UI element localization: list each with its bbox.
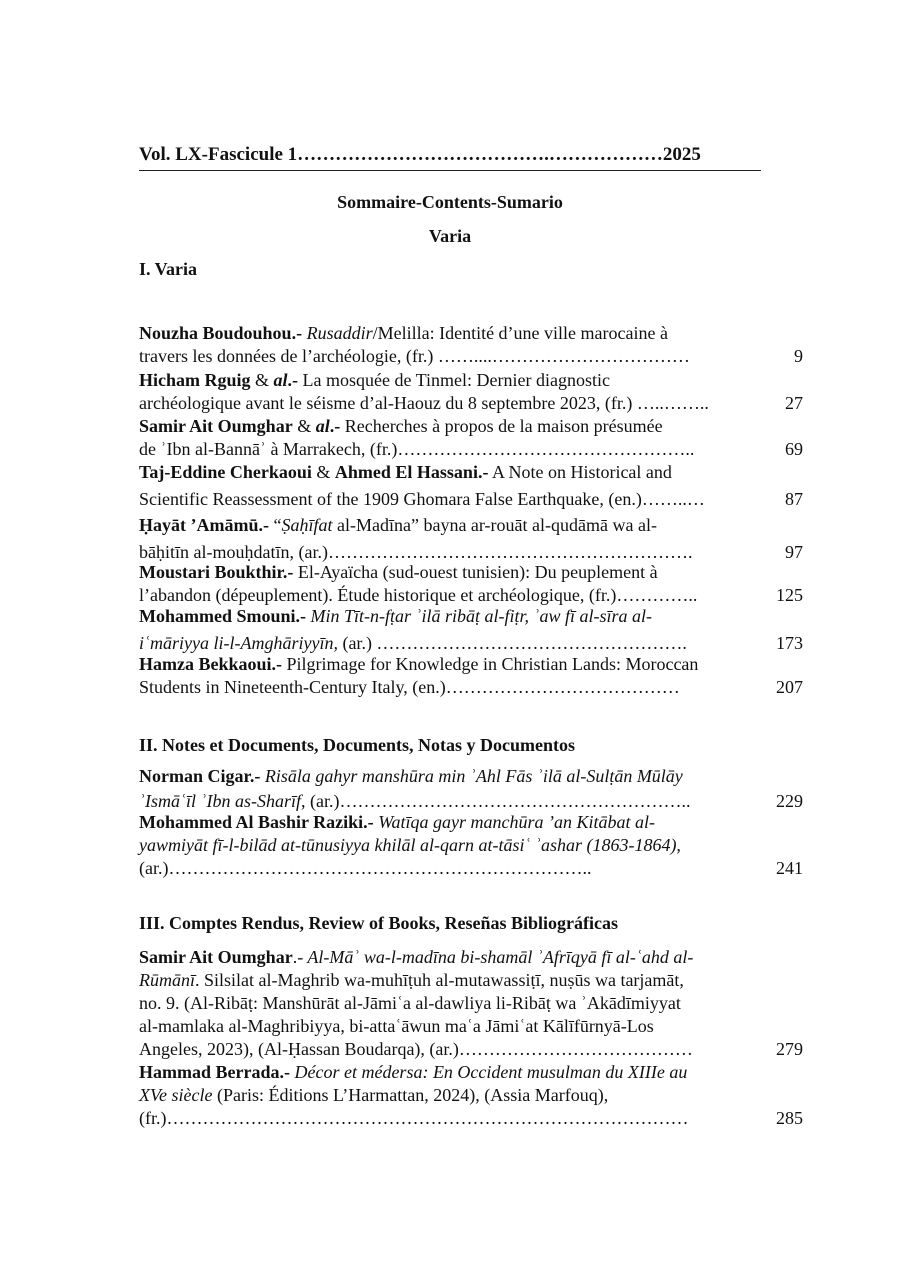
entry-title-italic: iʿmāriyya li-l-Amghāriyyīn, (139, 633, 338, 653)
entry-line: (ar.)…………………………………………………………….. (139, 858, 592, 878)
author-amp: & (297, 416, 316, 436)
entry-line: , (ar.)………………………………………………….. (300, 791, 691, 811)
toc-entry[interactable] (139, 369, 803, 415)
entry-line: l’abandon (dépeuplement). Étude historique et archéologique, (fr.)………….. (139, 585, 698, 605)
entry-page-number: 87 (785, 489, 803, 509)
entry-author: Mohammed Al Bashir Raziki.- (139, 812, 374, 832)
entry-page-number: 9 (794, 346, 803, 366)
toc-entry[interactable] (139, 415, 803, 461)
author-amp: & (255, 370, 274, 390)
entry-line: bāḥitīn al-mouḥdatīn, (ar.)……………………………………………………. (139, 542, 693, 562)
entry-page-number: 207 (776, 677, 803, 697)
entry-page-number: 229 (776, 791, 803, 811)
toc-entry[interactable] (139, 561, 803, 607)
entry-author: Samir Ait Oumghar (139, 947, 293, 967)
entry-title: al-Madīna” bayna ar-rouāt al-qudāmā wa al- (332, 515, 657, 535)
entry-title-italic: Watīqa gayr manchūra ’an Kitābat al- (373, 812, 656, 832)
author-end: .- (292, 947, 304, 967)
entry-title: Recherches à propos de la maison présumée (340, 416, 663, 436)
entry-page-number: 125 (776, 585, 803, 605)
toc-entry[interactable] (139, 1061, 803, 1130)
entry-title: El-Ayaïcha (sud-ouest tunisien): Du peuplement à (293, 562, 658, 582)
entry-title-italic: ʾIsmāʿīl ʾIbn as-Sharīf (139, 791, 301, 811)
entry-author: Norman Cigar.- (139, 766, 261, 786)
author-end: .- (287, 370, 299, 390)
entry-title-italic: Ṣaḥīfat (281, 515, 333, 535)
entry-line: (Paris: Éditions L’Harmattan, 2024), (Assia Marfouq), (212, 1085, 609, 1105)
entry-title-italic: yawmiyāt fī-l-bilād at-tūnusiyya khilāl al-qarn at-tāsiʿ ʾashar (1863-1864), (139, 835, 681, 855)
entry-line: travers les données de l’archéologie, (fr.) ……....…………………………… (139, 346, 690, 366)
entry-line: . Silsilat al-Maghrib wa-muhīṭuh al-mutawassiṭī, nuṣūs wa tarjamāt, (195, 970, 684, 990)
entry-line: (fr.)…………………………………………………………………………… (139, 1108, 689, 1128)
entry-line: Scientific Reassessment of the 1909 Ghomara False Earthquake, (en.)……..… (139, 489, 705, 509)
author-etal: al (273, 370, 288, 390)
entry-author: Hicham Rguig (139, 370, 251, 390)
entry-title-italic: Rūmānī (139, 970, 195, 990)
entry-page-number: 241 (776, 858, 803, 878)
entry-line: archéologique avant le séisme d’al-Haouz du 8 septembre 2023, (fr.) …..…….. (139, 393, 709, 413)
entry-author: Samir Ait Oumghar (139, 416, 293, 436)
section-heading-notes: II. Notes et Documents, Documents, Notas y Documentos (139, 735, 575, 755)
entry-title-italic: Min Tīt-n-fṭar ʾilā ribāṭ al-fiṭr, ʾaw fī al-sīra al- (306, 606, 653, 626)
header-dots: ………………………………….……………… (297, 144, 663, 165)
entry-title-italic: Al-Māʾ wa-l-madīna bi-shamāl ʾAfrīqyā fī al-ʿahd al- (303, 947, 694, 967)
journal-header (139, 144, 761, 171)
entry-title-italic: Risāla gahyr manshūra min ʾAhl Fās ʾilā al-Sulṭān Mūlāy (260, 766, 683, 786)
entry-author: Nouzha Boudouhou.- (139, 323, 303, 343)
entry-line: Angeles, 2023), (Al-Ḥassan Boudarqa), (ar.)………………………………… (139, 1039, 693, 1059)
entry-title: La mosquée de Tinmel: Dernier diagnostic (298, 370, 610, 390)
entry-author: Taj-Eddine Cherkaoui (139, 462, 312, 482)
entry-author: Mohammed Smouni.- (139, 606, 307, 626)
toc-entry[interactable] (139, 765, 803, 813)
entry-page-number: 285 (776, 1108, 803, 1128)
entry-page-number: 173 (776, 633, 803, 653)
entry-line: de ʾIbn al-Bannāʾ à Marrakech, (fr.)………………………………………….. (139, 439, 695, 459)
year-label: 2025 (662, 144, 701, 165)
entry-title-italic: Rusaddir (306, 323, 373, 343)
entry-quote-open: “ (268, 515, 282, 535)
entry-page-number: 97 (785, 542, 803, 562)
entry-line: no. 9. (Al-Ribāṭ: Manshūrāt al-Jāmiʿa al-dawliya li-Ribāṭ wa ʾAkādīmiyyat (139, 993, 681, 1013)
entry-author: Moustari Boukthir.- (139, 562, 294, 582)
toc-entry[interactable] (139, 514, 803, 564)
contents-title: Sommaire-Contents-Sumario (337, 192, 563, 212)
entry-line: al-mamlaka al-Maghribiyya, bi-attaʿāwun maʿa Jāmiʿat Kālīfūrnyā-Los (139, 1016, 654, 1036)
author-end: .- (329, 416, 341, 436)
author-amp: & (316, 462, 335, 482)
entry-author-2: Ahmed El Hassani.- (334, 462, 489, 482)
toc-entry[interactable] (139, 811, 803, 880)
entry-line: (ar.) ……………………………………………. (337, 633, 687, 653)
entry-page-number: 69 (785, 439, 803, 459)
section-heading-varia: I. Varia (139, 259, 198, 279)
toc-entry[interactable] (139, 946, 803, 1061)
varia-title: Varia (428, 226, 472, 246)
volume-label: Vol. LX-Fascicule 1 (139, 144, 298, 165)
toc-entry[interactable] (139, 322, 803, 368)
entry-page-number: 27 (785, 393, 803, 413)
toc-entry[interactable] (139, 461, 803, 511)
entry-author: Hammad Berrada.- (139, 1062, 290, 1082)
entry-title: A Note on Historical and (488, 462, 672, 482)
entry-author: Hamza Bekkaoui.- (139, 654, 283, 674)
entry-author: Ḥayāt ’Amāmū.- (139, 515, 269, 535)
entry-page-number: 279 (776, 1039, 803, 1059)
section-heading-reviews: III. Comptes Rendus, Review of Books, Reseñas Bibliográficas (139, 913, 619, 933)
entry-line: Students in Nineteenth-Century Italy, (en.)………………………………… (139, 677, 680, 697)
entry-title: /Melilla: Identité d’une ville marocaine à (372, 323, 668, 343)
entry-title: Pilgrimage for Knowledge in Christian Lands: Moroccan (282, 654, 699, 674)
toc-entry[interactable] (139, 605, 803, 655)
entry-title-italic: XVe siècle (139, 1085, 213, 1105)
toc-entry[interactable] (139, 653, 803, 699)
author-etal: al (315, 416, 330, 436)
entry-title-italic: Décor et médersa: En Occident musulman du XIIIe au (289, 1062, 688, 1082)
